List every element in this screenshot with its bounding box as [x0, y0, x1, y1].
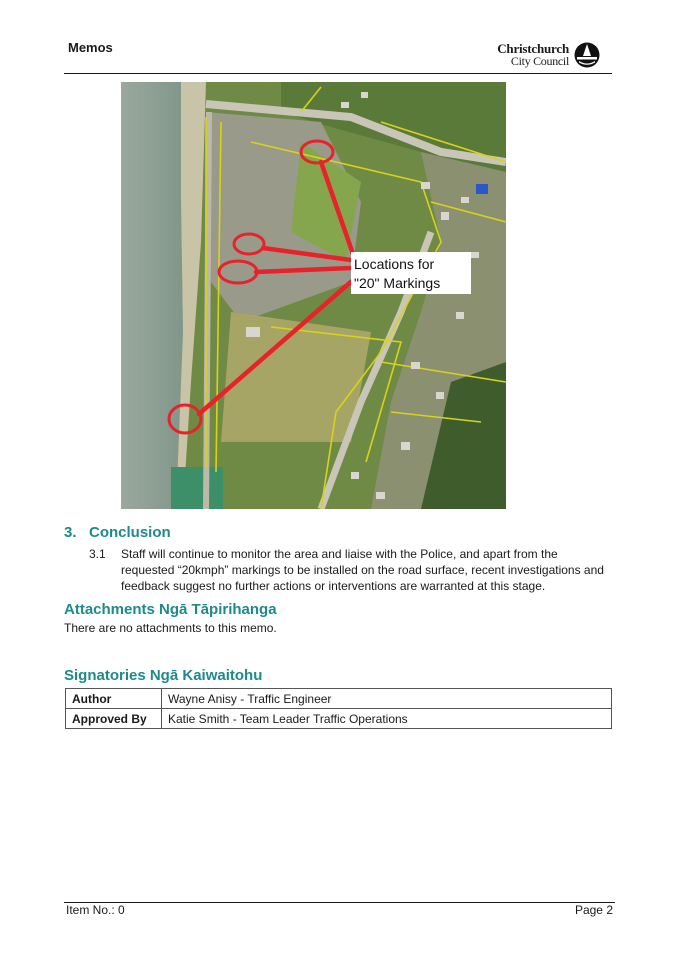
logo-line2: City Council: [510, 54, 569, 68]
table-row: [66, 709, 612, 729]
council-logo: [496, 41, 602, 69]
signatory-value: Katie Smith - Team Leader Traffic Operations: [162, 709, 612, 729]
signatories-table: [65, 688, 612, 729]
header-title: Memos: [68, 40, 113, 55]
section-heading-conclusion: [64, 524, 171, 541]
cathedral-icon: [574, 42, 600, 68]
header-rule: [64, 73, 612, 74]
paragraph-text: Staff will continue to monitor the area and liaise with the Police, and apart from the requested “20kmph” markings to be installed on the road surface, recent investigations and feedback suggest no further actions or interventions are warranted at this stage.: [121, 547, 604, 593]
footer-page-number: Page 2: [574, 903, 613, 917]
logo-line1: Christchurch: [497, 41, 569, 56]
aerial-map-image: [121, 82, 506, 509]
signatory-value: Wayne Anisy - Traffic Engineer: [162, 689, 612, 709]
attachments-text: There are no attachments to this memo.: [64, 621, 277, 635]
table-row: [66, 689, 612, 709]
signatories-heading: Signatories Ngā Kaiwaitohu: [64, 667, 263, 684]
attachments-heading: Attachments Ngā Tāpirihanga: [64, 601, 277, 618]
callout-line1: Locations for: [354, 256, 435, 272]
section-number: 3.: [64, 524, 77, 541]
signatory-label: Approved By: [66, 709, 162, 729]
callout-line2: "20" Markings: [354, 275, 441, 291]
paragraph-number: 3.1: [89, 547, 106, 561]
signatory-label: Author: [66, 689, 162, 709]
section-title: Conclusion: [89, 524, 171, 541]
footer-item-number: Item No.: 0: [66, 903, 125, 917]
footer-rule: [64, 902, 615, 903]
